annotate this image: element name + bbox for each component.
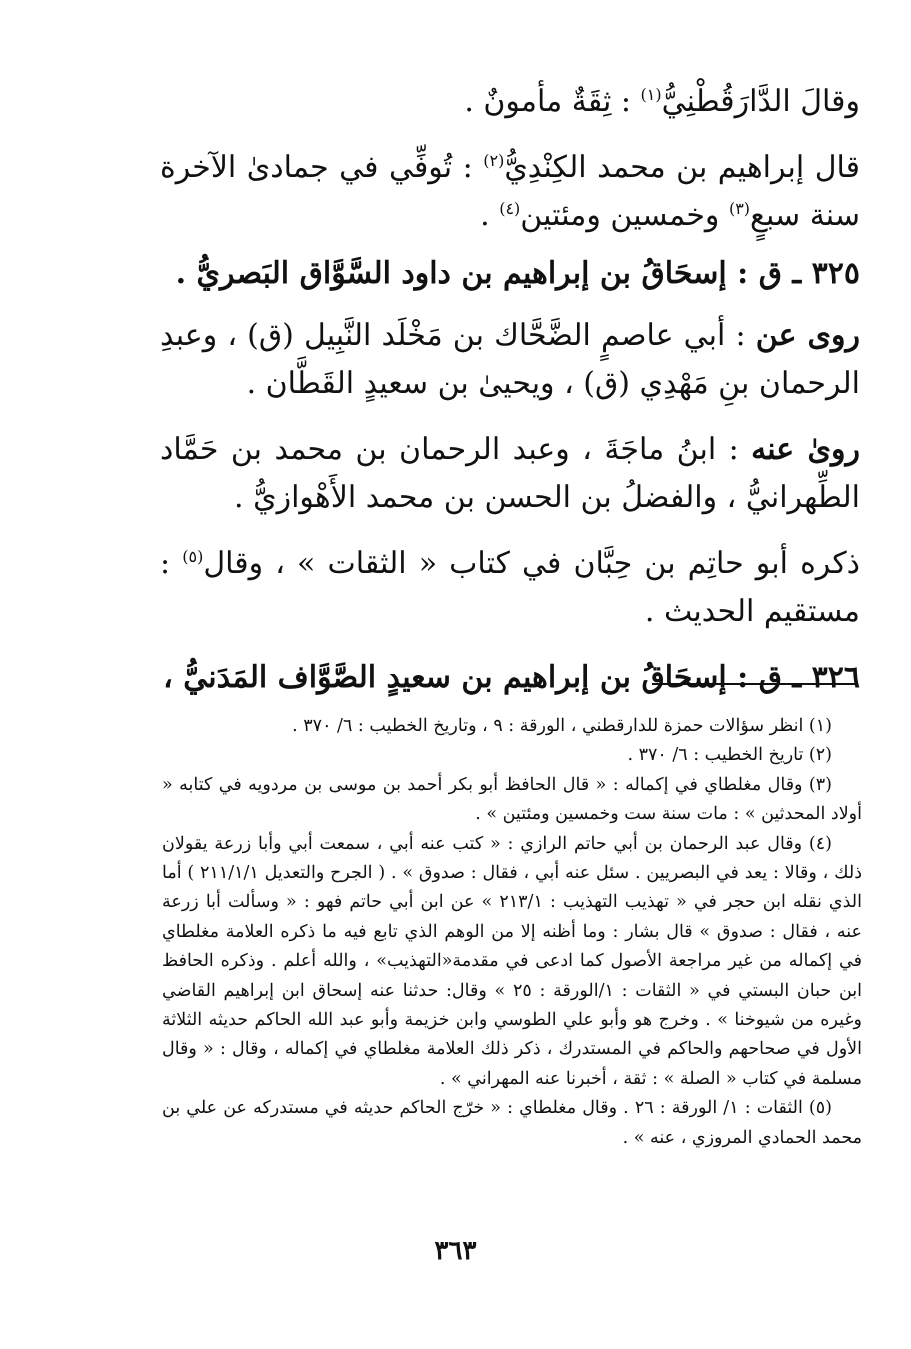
footnote-2: (٢) تاريخ الخطيب : ٦/ ٣٧٠ . [627, 745, 832, 766]
main-text [160, 78, 860, 716]
footnote-4: (٤) وقال عبد الرحمان بن أبي حاتم الرازي : « كتب عنه أبي ، سمعت أبي وأبا زرعة يقولان ذلك ، وقالا : يعد في البصريين . سئل عنه أبي ، فقال : صدوق » . ( الجرح والتعديل ٢١١/١/١ ) أما الذي نقله ابن حجر في « تهذيب التهذيب : ٢١٣/١ » عن ابن أبي حاتم فهو : « وسألت أبا زرعة عنه ، فقال : صدوق » قال بشار : وما أظنه إلا من الوهم الذي تابع فيه ما ذكره العلامة مغلطاي في إكماله من غير مراجعة الأصول كما ادعى في مقدمة«التهذيب» ، والله أعلم . وذكره الحافظ ابن حبان البستي في « الثقات : ١/الورقة : ٢٥ » وقال: حدثنا عنه إسحاق ابن إبراهيم القاضي وغيره من شيوخنا » . وخرج هو وأبو علي الطوسي وابن خزيمة وأبو عبد الله الحاكم حديثه الثلاثة الأول في صحاحهم والحاكم في المستدرك ، ذكر ذلك العلامة مغلطاي في إكماله ، وقال : « وقال مسلمة في كتاب « الصلة » : ثقة ، أخبرنا عنه المهراني » . [162, 833, 862, 1089]
footnote-separator [652, 683, 856, 685]
footnote-ref-3: (٣) [728, 199, 751, 218]
paragraph-rawa-an: روى عن : أبي عاصمٍ الضَّحَّاك بن مَخْلَد النَّبِيل (ق) ، وعبدِ الرحمان بنِ مَهْدِي (ق) ، ويحيىٰ بن سعيدٍ القَطَّان . [160, 318, 861, 401]
entry-heading-325: ٣٢٥ ـ ق : إسحَاقُ بن إبراهيم بن داود السَّوَّاق البَصريُّ . [175, 256, 860, 291]
entry-heading-326: ٣٢٦ ـ ق : إسحَاقُ بن إبراهيم بن سعيدٍ الصَّوَّاف المَدَنيُّ ، [163, 660, 860, 695]
footnote-3: (٣) وقال مغلطاي في إكماله : « قال الحافظ أبو بكر أحمد بن موسى بن مردويه في كتابه « أولاد المحدثين » : مات سنة ست وخمسين ومئتين » . [162, 774, 862, 825]
footnotes [162, 712, 862, 1153]
paragraph-ibn-hibban: ذكره أبو حاتِم بن حِبَّان في كتاب « الثقات » ، وقال$^{(٥)}$ : مستقيم الحديث . [160, 546, 860, 629]
label-rawa-an: روى عن [755, 318, 861, 353]
footnote-1: (١) انظر سؤالات حمزة للدارقطني ، الورقة : ٩ ، وتاريخ الخطيب : ٦/ ٣٧٠ . [292, 716, 832, 736]
paragraph-daraqutni: وقالَ الدَّارَقُطْنِيُّ$^{(١)}$ : ثِقَةٌ مأمونٌ . [464, 84, 860, 119]
paragraph-kindi: قال إبراهيم بن محمد الكِنْدِيُّ$^{(٢)}$ : تُوفِّي في جمادىٰ الآخرة سنة سبعٍ$^{(٣)}$ وخمسين ومئتين$^{(٤)}$ . [160, 150, 860, 233]
footnote-5: (٥) الثقات : ١/ الورقة : ٢٦ . وقال مغلطاي : « خرّج الحاكم حديثه في مستدركه عن علي بن محمد الحمادي المروزي ، عنه » . [162, 1098, 862, 1148]
paragraph-rawa-anhu: روىٰ عنه : ابنُ ماجَةَ ، وعبد الرحمان بن محمد بن حَمَّاد الطِّهرانيُّ ، والفضلُ بن الحسن بن محمد الأَهْوازيُّ . [160, 432, 861, 515]
footnote-ref-2: (٢) [483, 151, 505, 170]
page-number: ٣٦٣ [434, 1236, 477, 1266]
footnote-ref-4: (٤) [499, 199, 521, 218]
footnote-ref-5: (٥) [182, 547, 204, 566]
label-rawa-anhu: روىٰ عنه [751, 432, 861, 467]
footnote-ref-1: (١) [640, 85, 662, 104]
